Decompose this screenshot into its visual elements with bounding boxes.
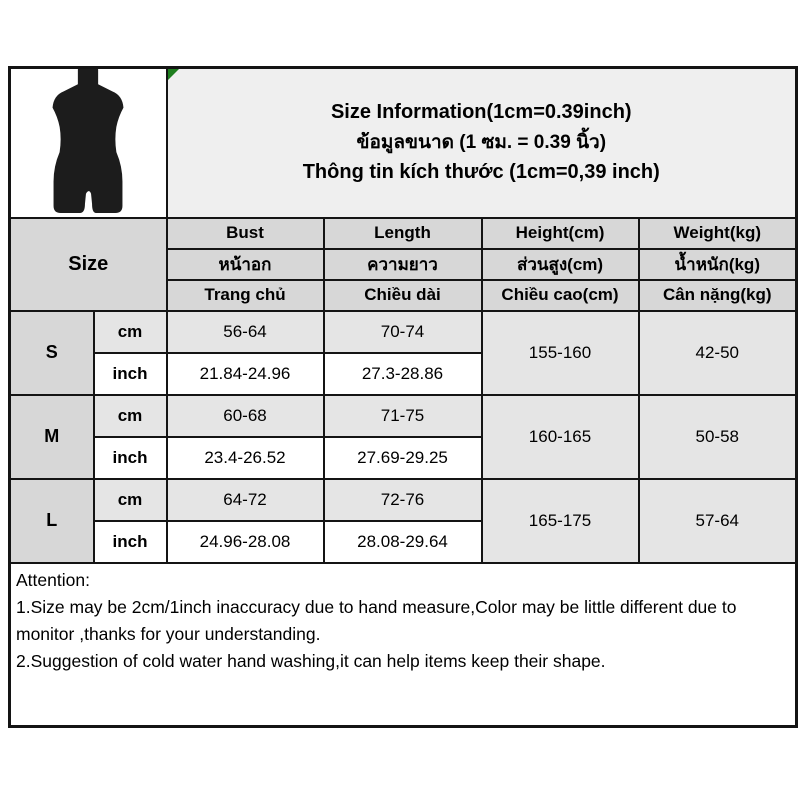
cell-s-weight: 42-50 [639,311,797,395]
header-bust-en: Bust [167,218,324,249]
cell-s-height: 155-160 [482,311,639,395]
row-s-label: S [10,311,94,395]
cell-s-bust-cm: 56-64 [167,311,324,353]
cell-comment-marker-icon [168,69,179,80]
cell-l-weight: 57-64 [639,479,797,563]
cell-s-bust-inch: 21.84-24.96 [167,353,324,395]
header-length-vi: Chiều dài [324,280,482,311]
cell-s-length-inch: 27.3-28.86 [324,353,482,395]
cell-l-length-inch: 28.08-29.64 [324,521,482,563]
title-english: Size Information(1cm=0.39inch) [330,101,632,124]
header-height-th: ส่วนสูง(cm) [482,249,639,280]
cell-l-length-cm: 72-76 [324,479,482,521]
bodysuit-image [29,68,147,216]
attention-note-1: 1.Size may be 2cm/1inch inaccuracy due to hand measure,Color may be little different due to monitor ,thanks for your understanding. [16,596,737,644]
header-bust-vi: Trang chủ [167,280,324,311]
header-bust-th: หน้าอก [167,249,324,280]
header-height-en: Height(cm) [482,218,639,249]
cell-m-length-cm: 71-75 [324,395,482,437]
row-l-unit-inch: inch [94,521,167,563]
cell-l-bust-cm: 64-72 [167,479,324,521]
title-vietnamese: Thông tin kích thước (1cm=0,39 inch) [302,161,660,184]
row-l-unit-cm: cm [94,479,167,521]
row-m-label: M [10,395,94,479]
cell-m-weight: 50-58 [639,395,797,479]
attention-note-2: 2.Suggestion of cold water hand washing,it can help items keep their shape. [16,650,606,671]
header-size: Size [10,218,167,311]
header-length-en: Length [324,218,482,249]
row-l-label: L [10,479,94,563]
cell-m-height: 160-165 [482,395,639,479]
cell-m-bust-cm: 60-68 [167,395,324,437]
product-photo-cell [10,68,167,218]
header-height-vi: Chiều cao(cm) [482,280,639,311]
header-weight-en: Weight(kg) [639,218,797,249]
row-s-unit-inch: inch [94,353,167,395]
cell-l-bust-inch: 24.96-28.08 [167,521,324,563]
cell-l-height: 165-175 [482,479,639,563]
attention-heading: Attention: [16,569,90,590]
attention-cell [10,563,797,727]
title-cell [167,68,797,218]
header-weight-vi: Cân nặng(kg) [639,280,797,311]
header-weight-th: น้ำหนัก(kg) [639,249,797,280]
cell-m-bust-inch: 23.4-26.52 [167,437,324,479]
row-m-unit-inch: inch [94,437,167,479]
header-length-th: ความยาว [324,249,482,280]
title-thai: ข้อมูลขนาด (1 ซม. = 0.39 นิ้ว) [356,132,607,154]
row-m-unit-cm: cm [94,395,167,437]
row-s-unit-cm: cm [94,311,167,353]
cell-m-length-inch: 27.69-29.25 [324,437,482,479]
cell-s-length-cm: 70-74 [324,311,482,353]
size-table [8,66,798,728]
